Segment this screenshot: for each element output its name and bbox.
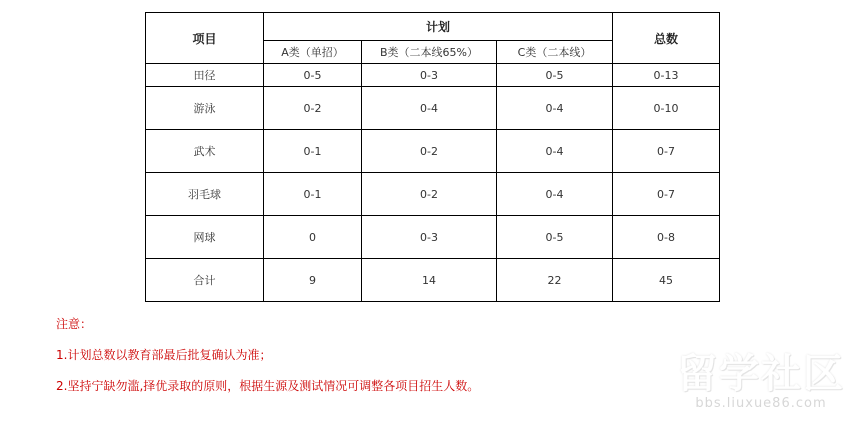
cell-item: 武术 xyxy=(146,130,264,173)
watermark xyxy=(677,352,845,411)
table-row-total xyxy=(146,259,720,302)
cell-a: 9 xyxy=(264,259,362,302)
note-line-2: 2.坚持宁缺勿滥,择优录取的原则，根据生源及测试情况可调整各项目招生人数。 xyxy=(56,379,480,393)
header-category-b: B类（二本线65%） xyxy=(362,41,497,64)
cell-a: 0-1 xyxy=(264,130,362,173)
note-line-1: 1.计划总数以教育部最后批复确认为准； xyxy=(56,348,272,362)
cell-b: 14 xyxy=(362,259,497,302)
cell-b: 0-3 xyxy=(362,64,497,87)
cell-total: 0-8 xyxy=(613,216,720,259)
table-row xyxy=(146,173,720,216)
notes-title: 注意： xyxy=(56,317,93,331)
cell-b: 0-4 xyxy=(362,87,497,130)
cell-total: 0-10 xyxy=(613,87,720,130)
cell-a: 0 xyxy=(264,216,362,259)
cell-b: 0-2 xyxy=(362,130,497,173)
header-total: 总数 xyxy=(613,13,720,64)
cell-c: 0-4 xyxy=(497,173,613,216)
table-row xyxy=(146,64,720,87)
cell-total: 0-7 xyxy=(613,130,720,173)
cell-b: 0-3 xyxy=(362,216,497,259)
table-row xyxy=(146,87,720,130)
cell-item: 游泳 xyxy=(146,87,264,130)
cell-c: 0-4 xyxy=(497,87,613,130)
cell-item: 羽毛球 xyxy=(146,173,264,216)
header-item: 项目 xyxy=(146,13,264,64)
cell-total: 45 xyxy=(613,259,720,302)
enrollment-plan-table xyxy=(145,12,720,302)
header-plan: 计划 xyxy=(264,13,613,41)
cell-total: 0-7 xyxy=(613,173,720,216)
cell-c: 0-5 xyxy=(497,64,613,87)
cell-a: 0-2 xyxy=(264,87,362,130)
cell-c: 0-4 xyxy=(497,130,613,173)
notes-section xyxy=(56,316,479,409)
cell-item: 网球 xyxy=(146,216,264,259)
cell-c: 0-5 xyxy=(497,216,613,259)
cell-b: 0-2 xyxy=(362,173,497,216)
cell-item: 田径 xyxy=(146,64,264,87)
cell-item: 合计 xyxy=(146,259,264,302)
watermark-logo: 留学社区 xyxy=(677,351,845,397)
cell-a: 0-1 xyxy=(264,173,362,216)
cell-total: 0-13 xyxy=(613,64,720,87)
watermark-url: bbs.liuxue86.com xyxy=(695,396,827,411)
header-category-a: A类（单招） xyxy=(264,41,362,64)
cell-c: 22 xyxy=(497,259,613,302)
table-row xyxy=(146,130,720,173)
header-category-c: C类（二本线） xyxy=(497,41,613,64)
table-row xyxy=(146,216,720,259)
cell-a: 0-5 xyxy=(264,64,362,87)
